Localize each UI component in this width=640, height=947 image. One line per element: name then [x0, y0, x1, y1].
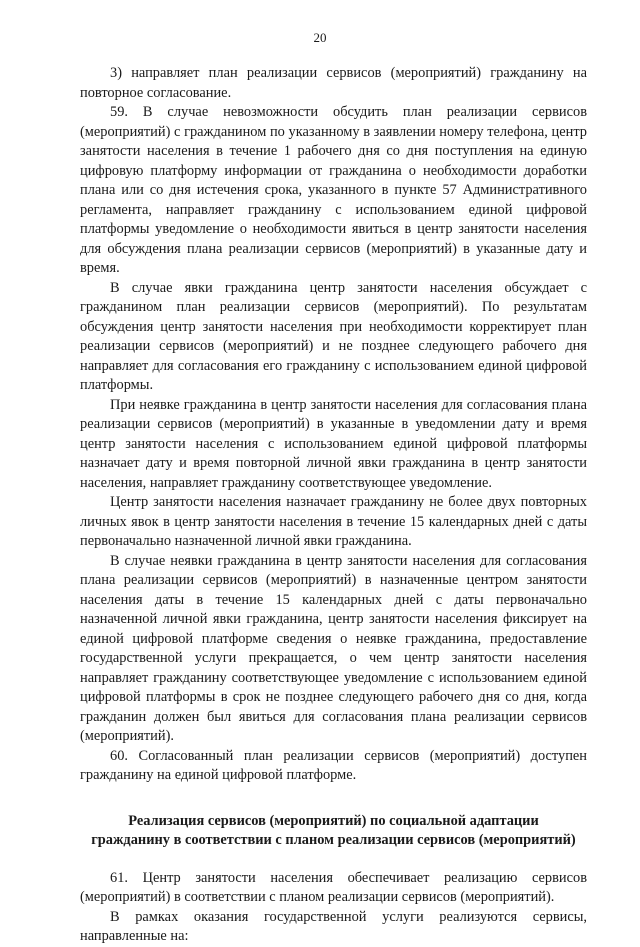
paragraph: В рамках оказания государственной услуги реализуются сервисы, направленные на:: [80, 908, 587, 944]
section-heading-line-1: Реализация сервисов (мероприятий) по социальной адаптации: [128, 812, 539, 829]
paragraph: 60. Согласованный план реализации сервисов (мероприятий) доступен гражданину на единой цифровой платформе.: [80, 747, 587, 783]
paragraph: 59. В случае невозможности обсудить план реализации сервисов (мероприятий) с гражданином по указанному в заявлении номеру телефона, центр занятости населения в течение 1 рабочего дня со дня поступления на единую цифровую платформу информации от гражданина о необходимости доработки плана или со дня истечения срока, указанного в пункте 57 Административного регламента, направляет гражданину с использованием единой цифровой платформы уведомление о необходимости явиться в центр занятости населения для обсуждения плана реализации сервисов (мероприятий) в указанные дату и время.: [80, 104, 587, 276]
section-heading-line-2: гражданину в соответствии с планом реализации сервисов (мероприятий): [91, 832, 576, 848]
paragraphs-bottom: [80, 869, 587, 947]
document-body: [80, 64, 587, 947]
paragraph: При неявке гражданина в центр занятости населения для согласования плана реализации сервисов (мероприятий) в указанные в уведомлении дату и время центр занятости населения с использованием единой цифровой платформы назначает дату и время повторной личной явки гражданина в центр занятости населения, направляет гражданину соответствующее уведомление.: [80, 396, 587, 491]
paragraph: Центр занятости населения назначает гражданину не более двух повторных личных явок в центр занятости населения в течение 15 календарных дней с даты первоначально назначенной личной явки гражданина.: [80, 494, 587, 549]
page-number: 20: [313, 30, 327, 45]
paragraph: 3) направляет план реализации сервисов (мероприятий) гражданину на повторное согласование.: [80, 65, 587, 101]
paragraph: В случае явки гражданина центр занятости населения обсуждает с гражданином план реализации сервисов (мероприятий). По результатам обсуждения центр занятости населения при необходимости корректирует план реализации сервисов (мероприятий) и не позднее следующего рабочего дня направляет для согласования его гражданину с использованием единой цифровой платформы.: [80, 279, 587, 393]
section-heading: [80, 812, 587, 851]
paragraph: 61. Центр занятости населения обеспечивает реализацию сервисов (мероприятий) в соответствии с планом реализации сервисов (мероприятий).: [80, 869, 587, 905]
paragraphs-top: [80, 64, 587, 786]
paragraph: В случае неявки гражданина в центр занятости населения для согласования плана реализации сервисов (мероприятий) в назначенные центром занятости населения даты в течение 15 календарных дней с даты первоначально назначенной личной явки гражданина, центр занятости населения фиксирует на единой цифровой платформе сведения о неявке гражданина, предоставление государственной услуги прекращается, о чем центр занятости населения направляет гражданину соответствующее уведомление с использованием единой цифровой платформы в срок не позднее следующего рабочего дня со дня, когда гражданин должен был явиться для согласования плана реализации сервисов (мероприятий).: [80, 552, 587, 744]
